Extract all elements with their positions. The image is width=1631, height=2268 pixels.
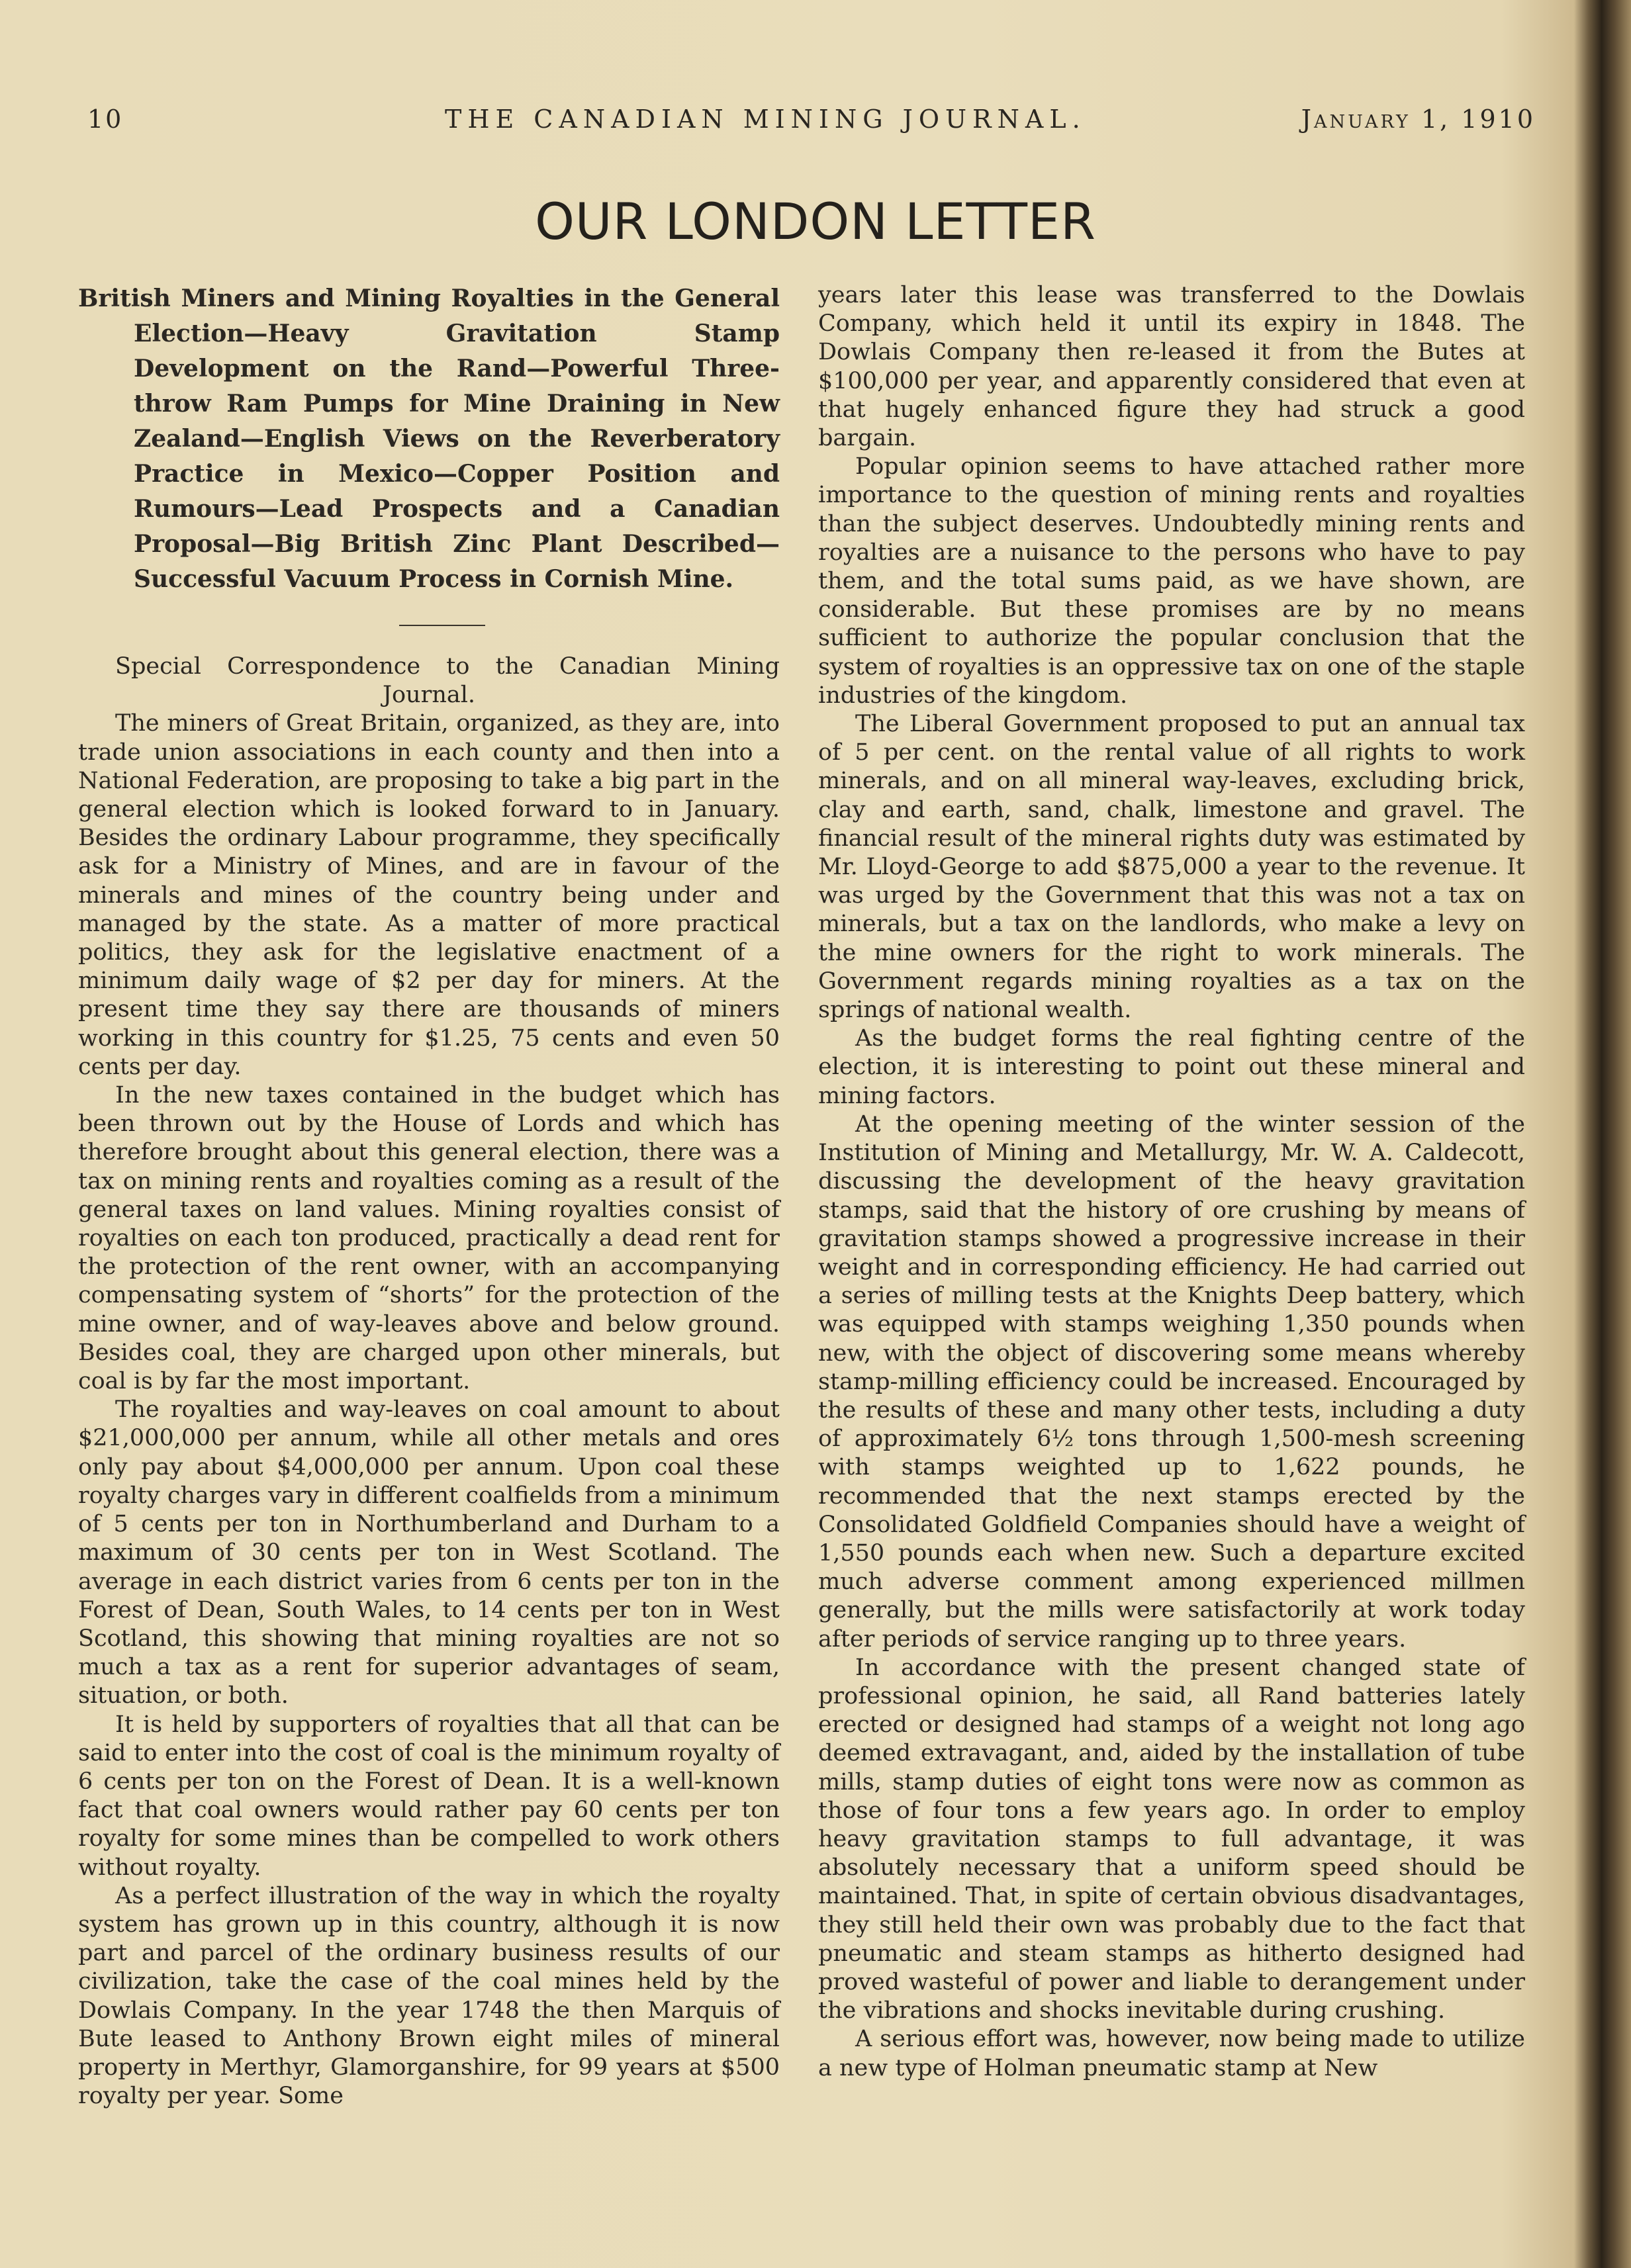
correspondence-credit: Special Correspondence to the Canadian Mining Journal. (115, 653, 780, 709)
paragraph: The Liberal Government proposed to put an annual tax of 5 per cent. on the rental value of all rights to work minerals, and on all mineral way-leaves, excluding brick, clay and earth, sand, chalk, limestone and gravel. The financial result of the mineral rights duty was estimated by Mr. Lloyd-George to add $875,000 a year to the revenue. It was urged by the Government that this was not a tax on minerals, but a tax on the landlords, who make a levy on the mine owners for the right to work minerals. The Government regards mining royalties as a tax on the springs of national wealth. (818, 711, 1525, 1024)
paragraph: Popular opinion seems to have attached rather more importance to the question of mining rents and royalties than the subject deserves. Undoubtedly mining rents and royalties are a nuisance to the persons who have to pay them, and the total sums paid, as we have shown, are considerable. But these promises are by no means sufficient to authorize the popular conclusion that the system of royalties is an oppressive tax on one of the staple industries of the kingdom. (818, 453, 1525, 709)
left-column (78, 281, 780, 2110)
running-head (87, 105, 1536, 144)
paragraph: The royalties and way-leaves on coal amount to about $21,000,000 per annum, while all other metals and ores only pay about $4,000,000 per annum. Upon coal these royalty charges vary in different coalfields from a minimum of 5 cents per ton in Northumberland and Durham to a maximum of 30 cents per ton in West Scotland. The average in each district varies from 6 cents per ton in the Forest of Dean, South Wales, to 14 cents per ton in West Scotland, this showing that mining royalties are not so much a tax as a rent for superior advantages of seam, situation, or both. (78, 1396, 780, 1709)
article-title: OUR LONDON LETTER (535, 192, 1096, 251)
paragraph: It is held by supporters of royalties that all that can be said to enter into the cost of coal is the minimum royalty of 6 cents per ton on the Forest of Dean. It is a well-known fact that coal owners would rather pay 60 cents per ton royalty for some mines than be compelled to work others without royalty. (78, 1711, 780, 1881)
paragraph: In accordance with the present changed state of professional opinion, he said, all Rand batteries lately erected or designed had stamps of a weight not long ago deemed extravagant, and, aided by the installation of tube mills, stamp duties of eight tons were now as common as those of four tons a few years ago. In order to employ heavy gravitation stamps to full advantage, it was absolutely necessary that a uniform speed should be maintained. That, in spite of certain obvious disadvantages, they still held their own was probably due to the fact that pneumatic and steam stamps as hitherto designed had proved wasteful of power and liable to derangement under the vibrations and shocks inevitable during crushing. (818, 1654, 1525, 2024)
divider-rule (399, 625, 485, 626)
article-summary: British Miners and Mining Royalties in the General Election—Heavy Gravitation Stamp Development on the Rand—Powerful Three-throw Ram Pumps for Mine Draining in New Zealand—English Views on the Reverberatory Practice in Mexico—Copper Position and Rumours—Lead Prospects and a Canadian Proposal—Big British Zinc Plant Described—Successful Vacuum Process in Cornish Mine. (78, 285, 780, 593)
paragraph: In the new taxes contained in the budget which has been thrown out by the House of Lords and which has therefore brought about this general election, there was a tax on mining rents and royalties coming as a result of the general taxes on land values. Mining royalties consist of royalties on each ton produced, practically a dead rent for the protection of the rent owner, with an accompanying compensating system of “shorts” for the protection of the mine owner, and of way-leaves above and below ground. Besides coal, they are charged upon other minerals, but coal is by far the most important. (78, 1082, 780, 1395)
paragraph: The miners of Great Britain, organized, as they are, into trade union associations in each county and then into a National Federation, are proposing to take a big part in the general election which is looked forward to in January. Besides the ordinary Labour programme, they specifically ask for a Ministry of Mines, and are in favour of the minerals and mines of the country being under and managed by the state. As a matter of more practical politics, they ask for the legislative enactment of a minimum daily wage of $2 per day for miners. At the present time they say there are thousands of miners working in this country for $1.25, 75 cents and even 50 cents per day. (78, 710, 780, 1080)
paragraph-continuation: years later this lease was transferred to the Dowlais Company, which held it until its expiry in 1848. The Dowlais Company then re-leased it from the Butes at $100,000 per year, and apparently considered that even at that hugely enhanced figure they had struck a good bargain. (818, 282, 1525, 452)
paragraph: At the opening meeting of the winter session of the Institution of Mining and Metallurgy, Mr. W. A. Caldecott, discussing the development of the heavy gravitation stamps, said that the history of ore crushing by means of gravitation stamps showed a progressive increase in their weight and in corresponding efficiency. He had carried out a series of milling tests at the Knights Deep battery, which was equipped with stamps weighing 1,350 pounds when new, with the object of discovering some means whereby stamp-milling efficiency could be increased. Encouraged by the results of these and many other tests, including a duty of approximately 6½ tons through 1,500-mesh screening with stamps weighted up to 1,622 pounds, he recommended that the next stamps erected by the Consolidated Goldfield Companies should have a weight of 1,550 pounds each when new. Such a departure excited much adverse comment among experienced millmen generally, but the mills were satisfactorily at work today after periods of service ranging up to three years. (818, 1111, 1525, 1653)
paragraph: As a perfect illustration of the way in which the royalty system has grown up in this country, although it is now part and parcel of the ordinary business results of our civilization, take the case of the coal mines held by the Dowlais Company. In the year 1748 the then Marquis of Bute leased to Anthony Brown eight miles of mineral property in Merthyr, Glamorganshire, for 99 years at $500 royalty per year. Some (78, 1882, 780, 2110)
paragraph: As the budget forms the real fighting centre of the election, it is interesting to point out these mineral and mining factors. (818, 1025, 1525, 1109)
paragraph: A serious effort was, however, now being made to utilize a new type of Holman pneumatic stamp at New (818, 2026, 1525, 2081)
right-column (818, 281, 1525, 2083)
page-number: 10 (87, 105, 124, 134)
issue-date: January 1, 1910 (1301, 105, 1536, 134)
journal-title: THE CANADIAN MINING JOURNAL. (445, 105, 1086, 134)
